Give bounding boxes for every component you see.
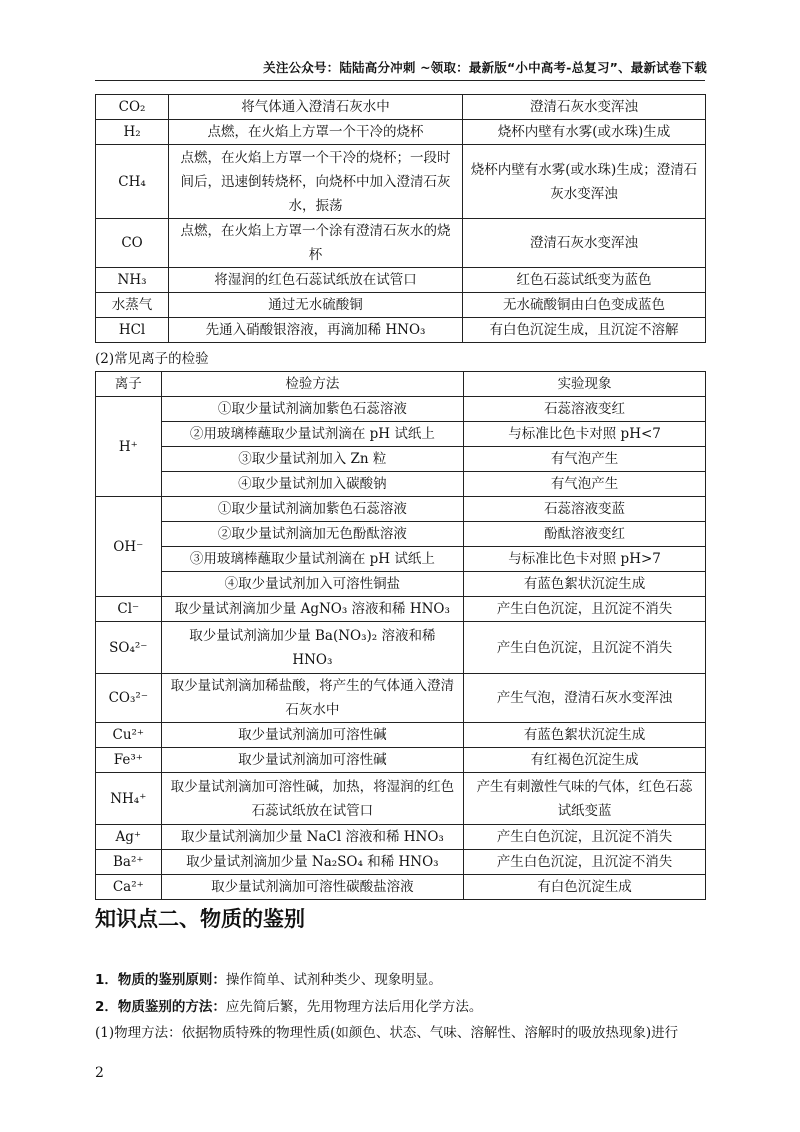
ion-cell: OH⁻ xyxy=(96,497,162,597)
paragraph-text: 应先简后繁，先用物理方法后用化学方法。 xyxy=(225,999,483,1015)
ion-cell: NH₄⁺ xyxy=(96,773,162,825)
ion-cell: Cu²⁺ xyxy=(96,723,162,748)
phenomenon-cell: 产生有刺激性气味的气体，红色石蕊试纸变蓝 xyxy=(464,773,706,825)
table-row xyxy=(96,293,706,318)
ion-cell: H⁺ xyxy=(96,397,162,497)
table-row xyxy=(96,145,706,219)
header-method: 检验方法 xyxy=(161,372,464,397)
table-row xyxy=(96,447,706,472)
header-phenomenon: 实验现象 xyxy=(464,372,706,397)
table-row xyxy=(96,875,706,900)
ion-cell: CO₃²⁻ xyxy=(96,674,162,723)
method-cell: ③取少量试剂加入 Zn 粒 xyxy=(161,447,464,472)
method-cell: 先通入硝酸银溶液，再滴加稀 HNO₃ xyxy=(169,318,463,343)
substance-cell: CH₄ xyxy=(96,145,169,219)
paragraph-label: 1．物质的鉴别原则： xyxy=(95,972,226,988)
method-cell: 取少量试剂滴加可溶性碱 xyxy=(161,748,464,773)
method-cell: 取少量试剂滴加可溶性碱 xyxy=(161,723,464,748)
method-cell: 将气体通入澄清石灰水中 xyxy=(169,95,463,120)
method-cell: 取少量试剂滴加稀盐酸，将产生的气体通入澄清石灰水中 xyxy=(161,674,464,723)
page-header: 关注公众号：陆陆高分冲刺 ~领取：最新版“小中高考-总复习”、最新试卷下载 xyxy=(263,60,707,75)
method-cell: ④取少量试剂加入碳酸钠 xyxy=(161,472,464,497)
phenomenon-cell: 产生白色沉淀，且沉淀不消失 xyxy=(464,825,706,850)
paragraph-2 xyxy=(95,995,710,1015)
phenomenon-cell: 有白色沉淀生成，且沉淀不溶解 xyxy=(462,318,705,343)
table-row xyxy=(96,674,706,723)
phenomenon-cell: 石蕊溶液变蓝 xyxy=(464,497,706,522)
substance-cell: H₂ xyxy=(96,120,169,145)
phenomenon-cell: 有蓝色絮状沉淀生成 xyxy=(464,723,706,748)
phenomenon-cell: 与标准比色卡对照 pH>7 xyxy=(464,547,706,572)
method-cell: 将湿润的红色石蕊试纸放在试管口 xyxy=(169,268,463,293)
method-cell: 取少量试剂滴加可溶性碱，加热，将湿润的红色石蕊试纸放在试管口 xyxy=(161,773,464,825)
table-row xyxy=(96,850,706,875)
method-cell: ②取少量试剂滴加无色酚酞溶液 xyxy=(161,522,464,547)
phenomenon-cell: 烧杯内壁有水雾(或水珠)生成 xyxy=(462,120,705,145)
table-row xyxy=(96,397,706,422)
table-row xyxy=(96,547,706,572)
table-row xyxy=(96,472,706,497)
phenomenon-cell: 产生气泡，澄清石灰水变浑浊 xyxy=(464,674,706,723)
method-cell: 点燃，在火焰上方罩一个干冷的烧杯；一段时间后，迅速倒转烧杯，向烧杯中加入澄清石灰水，振荡 xyxy=(169,145,463,219)
paragraph-text: (1)物理方法：依据物质特殊的物理性质(如颜色、状态、气味、溶解性、溶解时的吸放热现象)进行 xyxy=(95,1025,679,1041)
phenomenon-cell: 有白色沉淀生成 xyxy=(464,875,706,900)
table-row xyxy=(96,219,706,268)
phenomenon-cell: 有气泡产生 xyxy=(464,447,706,472)
table-row xyxy=(96,825,706,850)
substance-cell: CO₂ xyxy=(96,95,169,120)
table-row xyxy=(96,497,706,522)
method-cell: ③用玻璃棒蘸取少量试剂滴在 pH 试纸上 xyxy=(161,547,464,572)
table-row xyxy=(96,597,706,622)
paragraph-1 xyxy=(95,968,710,988)
page-number: 2 xyxy=(95,1065,104,1081)
phenomenon-cell: 有蓝色絮状沉淀生成 xyxy=(464,572,706,597)
header-ion: 离子 xyxy=(96,372,162,397)
ion-cell: Ca²⁺ xyxy=(96,875,162,900)
header-rule xyxy=(95,80,705,81)
table-row xyxy=(96,268,706,293)
section-title: 知识点二、物质的鉴别 xyxy=(95,907,305,931)
method-cell: 取少量试剂滴加少量 Ba(NO₃)₂ 溶液和稀 HNO₃ xyxy=(161,622,464,674)
phenomenon-cell: 红色石蕊试纸变为蓝色 xyxy=(462,268,705,293)
phenomenon-cell: 有红褐色沉淀生成 xyxy=(464,748,706,773)
phenomenon-cell: 有气泡产生 xyxy=(464,472,706,497)
method-cell: 点燃，在火焰上方罩一个涂有澄清石灰水的烧杯 xyxy=(169,219,463,268)
phenomenon-cell: 与标准比色卡对照 pH<7 xyxy=(464,422,706,447)
ion-cell: Fe³⁺ xyxy=(96,748,162,773)
table-row xyxy=(96,318,706,343)
ion-cell: Cl⁻ xyxy=(96,597,162,622)
table-row xyxy=(96,773,706,825)
table-row xyxy=(96,748,706,773)
phenomenon-cell: 产生白色沉淀，且沉淀不消失 xyxy=(464,622,706,674)
method-cell: 点燃，在火焰上方罩一个干冷的烧杯 xyxy=(169,120,463,145)
method-cell: 取少量试剂滴加可溶性碳酸盐溶液 xyxy=(161,875,464,900)
table-row xyxy=(96,522,706,547)
substance-cell: NH₃ xyxy=(96,268,169,293)
table-row xyxy=(96,622,706,674)
method-cell: ①取少量试剂滴加紫色石蕊溶液 xyxy=(161,497,464,522)
ion-table-caption: (2)常见离子的检验 xyxy=(95,351,209,367)
method-cell: ②用玻璃棒蘸取少量试剂滴在 pH 试纸上 xyxy=(161,422,464,447)
method-cell: 取少量试剂滴加少量 Na₂SO₄ 和稀 HNO₃ xyxy=(161,850,464,875)
phenomenon-cell: 产生白色沉淀，且沉淀不消失 xyxy=(464,850,706,875)
phenomenon-cell: 烧杯内壁有水雾(或水珠)生成；澄清石灰水变浑浊 xyxy=(462,145,705,219)
substance-cell: 水蒸气 xyxy=(96,293,169,318)
method-cell: 取少量试剂滴加少量 NaCl 溶液和稀 HNO₃ xyxy=(161,825,464,850)
phenomenon-cell: 澄清石灰水变浑浊 xyxy=(462,219,705,268)
table-header-row xyxy=(96,372,706,397)
phenomenon-cell: 无水硫酸铜由白色变成蓝色 xyxy=(462,293,705,318)
table-row xyxy=(96,422,706,447)
paragraph-text: 操作简单、试剂种类少、现象明显。 xyxy=(225,972,442,988)
ion-cell: SO₄²⁻ xyxy=(96,622,162,674)
phenomenon-cell: 石蕊溶液变红 xyxy=(464,397,706,422)
table-row xyxy=(96,120,706,145)
method-cell: 通过无水硫酸铜 xyxy=(169,293,463,318)
gas-detection-table xyxy=(95,94,706,343)
table-row xyxy=(96,95,706,120)
method-cell: 取少量试剂滴加少量 AgNO₃ 溶液和稀 HNO₃ xyxy=(161,597,464,622)
phenomenon-cell: 澄清石灰水变浑浊 xyxy=(462,95,705,120)
paragraph-label: 2．物质鉴别的方法： xyxy=(95,999,226,1015)
ion-detection-table xyxy=(95,371,706,900)
ion-cell: Ba²⁺ xyxy=(96,850,162,875)
phenomenon-cell: 酚酞溶液变红 xyxy=(464,522,706,547)
paragraph-3 xyxy=(95,1021,710,1041)
method-cell: ①取少量试剂滴加紫色石蕊溶液 xyxy=(161,397,464,422)
ion-cell: Ag⁺ xyxy=(96,825,162,850)
substance-cell: CO xyxy=(96,219,169,268)
table-row xyxy=(96,572,706,597)
table-row xyxy=(96,723,706,748)
phenomenon-cell: 产生白色沉淀，且沉淀不消失 xyxy=(464,597,706,622)
method-cell: ④取少量试剂加入可溶性铜盐 xyxy=(161,572,464,597)
substance-cell: HCl xyxy=(96,318,169,343)
